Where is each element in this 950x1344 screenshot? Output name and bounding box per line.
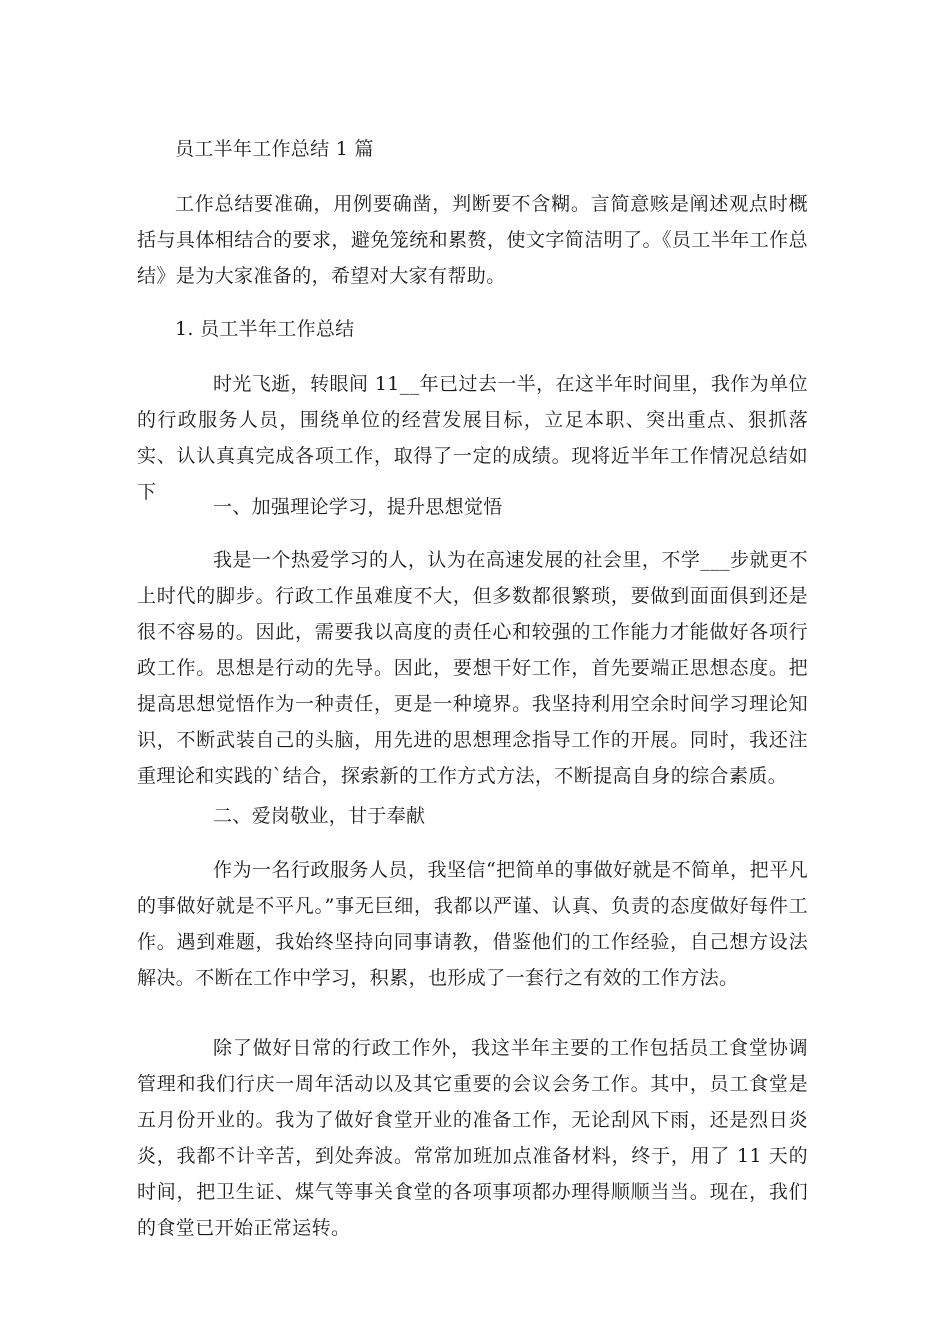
paragraph-dedication: 作为一名行政服务人员，我坚信“把简单的事做好就是不简单，把平凡的事做好就是不平凡。”事无巨细，我都以严谨、认真、负责的态度做好每件工作。遇到难题，我始终坚持向同事请教，借鉴他们的工作经验，自己想方设法解决。不断在工作中学习，积累，也形成了一套行之有效的工作方法。 — [137, 859, 808, 989]
heading-strengthen-theory: 一、加强理论学习，提升思想觉悟 — [213, 496, 503, 518]
heading-dedication: 二、爱岗敬业，甘于奉献 — [213, 805, 426, 827]
document-title: 员工半年工作总结 1 篇 — [175, 138, 374, 160]
section-1-paragraph: 时光飞逝，转眼间 11__年已过去一半，在这半年时间里，我作为单位的行政服务人员，围绕单位的经营发展目标，立足本职、突出重点、狠抓落实、认认真真完成各项工作，取得了一定的成绩。现将近半年工作情况总结如下 — [137, 373, 808, 503]
paragraph-theory-study: 我是一个热爱学习的人，认为在高速发展的社会里，不学___步就更不上时代的脚步。行政工作虽难度不大，但多数都很繁琐，要做到面面俱到还是很不容易的。因此，需要我以高度的责任心和较强的工作能力才能做好各项行政工作。思想是行动的先导。因此，要想干好工作，首先要端正思想态度。把提高思想觉悟作为一种责任，更是一种境界。我坚持利用空余时间学习理论知识，不断武装自己的头脑，用先进的思想理念指导工作的开展。同时，我还注重理论和实践的`结合，探索新的工作方式方法，不断提高自身的综合素质。 — [137, 549, 808, 787]
paragraph-canteen: 除了做好日常的行政工作外，我这半年主要的工作包括员工食堂协调管理和我们行庆一周年活动以及其它重要的会议会务工作。其中，员工食堂是五月份开业的。我为了做好食堂开业的准备工作，无论刮风下雨，还是烈日炎炎，我都不计辛苦，到处奔波。常常加班加点准备材料，终于，用了 11 天的时间，把卫生证、煤气等事关食堂的各项事项都办理得顺顺当当。现在，我们的食堂已开始正常运转。 — [137, 1037, 808, 1239]
intro-paragraph: 工作总结要准确，用例要确凿，判断要不含糊。言简意赅是阐述观点时概括与具体相结合的要求，避免笼统和累赘，使文字简洁明了。《员工半年工作总结》是为大家准备的，希望对大家有帮助。 — [137, 193, 808, 287]
section-1-heading: 1. 员工半年工作总结 — [175, 318, 355, 340]
